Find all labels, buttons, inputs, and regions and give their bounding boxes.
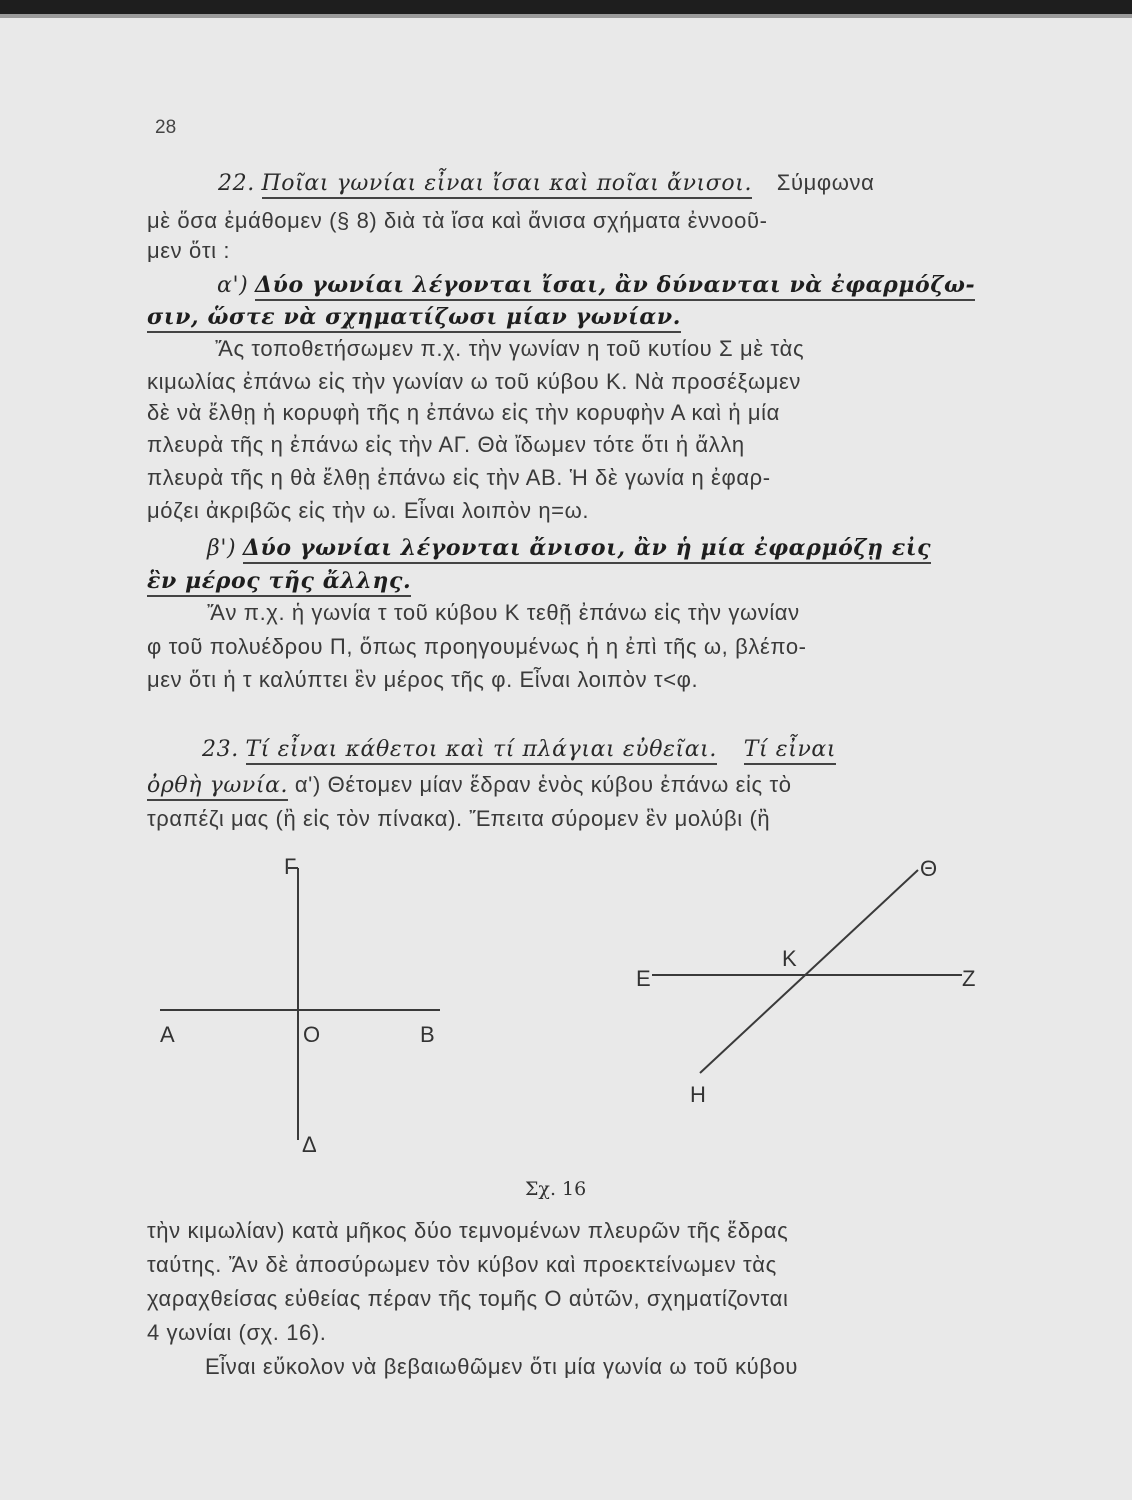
last-line: Εἶναι εὔκολον νὰ βεβαιωθῶμεν ὅτι μία γωνία ω τοῦ κύβου	[205, 1354, 799, 1379]
a-text-4: πλευρὰ τῆς η θὰ ἔλθῃ ἐπάνω εἰς τὴν ΑΒ. Ἡ δὲ γωνία η ἐφαρ-	[147, 465, 771, 490]
rule-b-bold-line1: Δύο γωνίαι λέγονται ἄνισοι, ἂν ἡ μία ἐφαρμόζῃ εἰς	[243, 535, 931, 564]
a-text-2: δὲ νὰ ἔλθῃ ἡ κορυφὴ τῆς η ἐπάνω εἰς τὴν κορυφὴν Α καὶ ἡ μία	[147, 400, 780, 425]
section22-number: 22.	[218, 171, 255, 196]
label-zeta: Ζ	[962, 966, 976, 991]
rule-a-bold-line1: Δύο γωνίαι λέγονται ἴσαι, ἂν δύνανται νὰ ἐφαρμόζω-	[255, 272, 975, 301]
a-text-3: πλευρὰ τῆς η ἐπάνω εἰς τὴν ΑΓ. Θὰ ἴδωμεν τότε ὅτι ἡ ἄλλη	[147, 432, 745, 457]
label-kappa: Κ	[782, 946, 797, 971]
rule-b-label: β')	[207, 536, 237, 561]
label-gamma: Γ	[284, 854, 297, 879]
right-oblique-line	[700, 870, 918, 1073]
b-text-1: φ τοῦ πολυέδρου Π, ὅπως προηγουμένως ἡ η ἐπὶ τῆς ω, βλέπο-	[147, 634, 807, 659]
rule-a-label: α')	[217, 273, 249, 298]
label-delta: Δ	[302, 1132, 317, 1157]
a-text-0: Ἄς τοποθετήσωμεν π.χ. τὴν γωνίαν η τοῦ κυτίου Σ μὲ τὰς	[215, 336, 805, 361]
section22-intro-tail: Σύμφωνα	[776, 170, 875, 195]
label-beta: Β	[420, 1022, 435, 1047]
b-text-0: Ἄν π.χ. ἡ γωνία τ τοῦ κύβου Κ τεθῇ ἐπάνω εἰς τὴν γωνίαν	[207, 600, 800, 625]
label-epsilon: Ε	[636, 966, 651, 991]
after-fig-0: τὴν κιμωλίαν) κατὰ μῆκος δύο τεμνομένων πλευρῶν τῆς ἕδρας	[147, 1218, 789, 1243]
section23-line3: τραπέζι μας (ἢ εἰς τὸν πίνακα). Ἔπειτα σύρομεν ἓν μολύβι (ἢ	[147, 806, 771, 831]
after-fig-1: ταύτης. Ἄν δὲ ἀποσύρωμεν τὸν κύβον καὶ προεκτείνωμεν τὰς	[147, 1252, 777, 1277]
section22-heading: Ποῖαι γωνίαι εἶναι ἴσαι καὶ ποῖαι ἄνισοι.	[262, 171, 753, 199]
rule-a-bold-line2: σιν, ὥστε νὰ σχηματίζωσι μίαν γωνίαν.	[147, 304, 681, 333]
page-number: 28	[155, 117, 177, 138]
label-eta: Η	[690, 1082, 706, 1107]
section22-intro-line2: μὲ ὅσα ἐμάθομεν (§ 8) διὰ τὰ ἴσα καὶ ἄνισα σχήματα ἐννοοῦ-	[147, 208, 768, 233]
label-theta: Θ	[920, 856, 938, 881]
section23-heading: Τί εἶναι κάθετοι καὶ τί πλάγιαι εὐθεῖαι.	[246, 737, 717, 765]
label-alpha: Α	[160, 1022, 175, 1047]
after-fig-2: χαραχθείσας εὐθείας πέραν τῆς τομῆς Ο αὐτῶν, σχηματίζονται	[147, 1286, 789, 1311]
b-text-2: μεν ὅτι ἡ τ καλύπτει ἓν μέρος τῆς φ. Εἶναι λοιπὸν τ<φ.	[147, 667, 699, 692]
section23-number: 23.	[202, 737, 239, 762]
a-text-1: κιμωλίας ἐπάνω εἰς τὴν γωνίαν ω τοῦ κύβου Κ. Νὰ προσέξωμεν	[147, 369, 802, 394]
rule-b-bold-line2: ἓν μέρος τῆς ἄλλης.	[147, 568, 411, 597]
section23-line2-text: α') Θέτομεν μίαν ἕδραν ἑνὸς κύβου ἐπάνω εἰς τὸ	[294, 772, 792, 797]
section22-intro-line3: μεν ὅτι :	[147, 238, 231, 263]
label-omicron: Ο	[303, 1022, 321, 1047]
section23-heading2-part2: ὀρθὴ γωνία.	[147, 773, 288, 801]
after-fig-3: 4 γωνίαι (σχ. 16).	[147, 1320, 327, 1345]
a-text-5: μόζει ἀκριβῶς εἰς τὴν ω. Εἶναι λοιπὸν η=ω.	[147, 498, 590, 523]
figure-caption: Σχ. 16	[525, 1178, 587, 1200]
section23-heading2-part1: Τί εἶναι	[744, 737, 836, 765]
